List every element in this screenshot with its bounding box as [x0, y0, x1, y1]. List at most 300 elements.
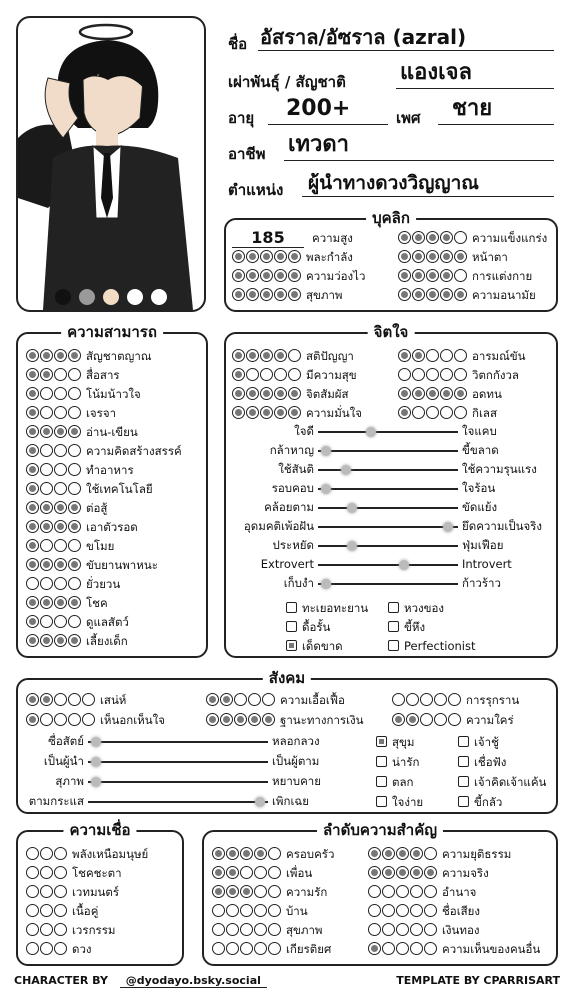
slider-knob[interactable]	[321, 579, 331, 589]
slider-track[interactable]	[88, 761, 268, 763]
checkbox-item[interactable]	[458, 772, 546, 791]
slider-knob[interactable]	[255, 797, 265, 807]
slider-knob[interactable]	[91, 737, 101, 747]
slider-track[interactable]	[318, 564, 458, 566]
rating-dot[interactable]	[54, 923, 67, 936]
rating-dot[interactable]	[40, 539, 53, 552]
rating-dot[interactable]	[68, 463, 81, 476]
rating-dot[interactable]	[40, 577, 53, 590]
rating-dot[interactable]	[420, 713, 433, 726]
rating-dot[interactable]	[26, 942, 39, 955]
rating-dot[interactable]	[288, 349, 301, 362]
rating-dot[interactable]	[54, 577, 67, 590]
rating-dot[interactable]	[288, 269, 301, 282]
rating-dot[interactable]	[260, 288, 273, 301]
rating-dot[interactable]	[54, 693, 67, 706]
slider-knob[interactable]	[347, 541, 357, 551]
slider-knob[interactable]	[347, 503, 357, 513]
rating-dot[interactable]	[26, 596, 39, 609]
rating-dot[interactable]	[54, 596, 67, 609]
rating-dot[interactable]	[368, 885, 381, 898]
checkbox[interactable]	[376, 776, 387, 787]
rating-dot[interactable]	[232, 269, 245, 282]
rating-dot[interactable]	[454, 288, 467, 301]
rating-dot[interactable]	[260, 406, 273, 419]
rating-dot[interactable]	[54, 387, 67, 400]
rating-dot[interactable]	[26, 885, 39, 898]
rating-dot[interactable]	[410, 847, 423, 860]
rating-dot[interactable]	[396, 904, 409, 917]
rating-dot[interactable]	[26, 387, 39, 400]
rating-dot[interactable]	[68, 444, 81, 457]
rating-dot[interactable]	[226, 847, 239, 860]
slider-track[interactable]	[318, 431, 458, 433]
rating-dot[interactable]	[26, 349, 39, 362]
rating-dot[interactable]	[246, 269, 259, 282]
rating-dot[interactable]	[40, 885, 53, 898]
rating-dot[interactable]	[396, 942, 409, 955]
rating-dot[interactable]	[426, 349, 439, 362]
rating-dot[interactable]	[68, 387, 81, 400]
rating-dot[interactable]	[68, 634, 81, 647]
rating-dot[interactable]	[248, 713, 261, 726]
rating-dot[interactable]	[398, 231, 411, 244]
rating-dot[interactable]	[412, 406, 425, 419]
rating-dot[interactable]	[226, 923, 239, 936]
rating-dot[interactable]	[26, 406, 39, 419]
checkbox-item[interactable]	[388, 598, 444, 617]
rating-dot[interactable]	[220, 713, 233, 726]
checkbox[interactable]	[286, 640, 297, 651]
rating-dot[interactable]	[68, 693, 81, 706]
checkbox[interactable]	[388, 621, 399, 632]
rating-dot[interactable]	[448, 713, 461, 726]
rating-dot[interactable]	[234, 713, 247, 726]
checkbox-item[interactable]	[286, 617, 330, 636]
rating-dot[interactable]	[220, 693, 233, 706]
rating-dot[interactable]	[54, 444, 67, 457]
rating-dot[interactable]	[40, 368, 53, 381]
rating-dot[interactable]	[40, 596, 53, 609]
rating-dot[interactable]	[454, 406, 467, 419]
rating-dot[interactable]	[246, 250, 259, 263]
rating-dot[interactable]	[398, 288, 411, 301]
rating-dot[interactable]	[440, 387, 453, 400]
rating-dot[interactable]	[68, 482, 81, 495]
rating-dot[interactable]	[274, 406, 287, 419]
rating-dot[interactable]	[368, 847, 381, 860]
slider-track[interactable]	[318, 545, 458, 547]
checkbox-item[interactable]	[376, 732, 414, 751]
rating-dot[interactable]	[262, 693, 275, 706]
rating-dot[interactable]	[82, 713, 95, 726]
slider-knob[interactable]	[366, 427, 376, 437]
rating-dot[interactable]	[26, 482, 39, 495]
rating-dot[interactable]	[246, 406, 259, 419]
rating-dot[interactable]	[40, 615, 53, 628]
rating-dot[interactable]	[68, 368, 81, 381]
slider-knob[interactable]	[321, 446, 331, 456]
rating-dot[interactable]	[454, 387, 467, 400]
rating-dot[interactable]	[212, 923, 225, 936]
rating-dot[interactable]	[424, 942, 437, 955]
rating-dot[interactable]	[426, 231, 439, 244]
rating-dot[interactable]	[274, 250, 287, 263]
rating-dot[interactable]	[262, 713, 275, 726]
rating-dot[interactable]	[54, 885, 67, 898]
rating-dot[interactable]	[426, 269, 439, 282]
rating-dot[interactable]	[54, 847, 67, 860]
rating-dot[interactable]	[40, 866, 53, 879]
rating-dot[interactable]	[268, 904, 281, 917]
rating-dot[interactable]	[40, 387, 53, 400]
rating-dot[interactable]	[40, 444, 53, 457]
rating-dot[interactable]	[40, 713, 53, 726]
rating-dot[interactable]	[54, 615, 67, 628]
rating-dot[interactable]	[398, 406, 411, 419]
rating-dot[interactable]	[398, 349, 411, 362]
rating-dot[interactable]	[398, 368, 411, 381]
rating-dot[interactable]	[54, 520, 67, 533]
rating-dot[interactable]	[232, 288, 245, 301]
slider-track[interactable]	[318, 450, 458, 452]
rating-dot[interactable]	[54, 482, 67, 495]
rating-dot[interactable]	[68, 596, 81, 609]
rating-dot[interactable]	[288, 387, 301, 400]
rating-dot[interactable]	[40, 463, 53, 476]
slider-knob[interactable]	[399, 560, 409, 570]
rating-dot[interactable]	[68, 558, 81, 571]
rating-dot[interactable]	[254, 923, 267, 936]
rating-dot[interactable]	[440, 288, 453, 301]
rating-dot[interactable]	[424, 866, 437, 879]
rating-dot[interactable]	[54, 539, 67, 552]
rating-dot[interactable]	[410, 942, 423, 955]
rating-dot[interactable]	[40, 634, 53, 647]
rating-dot[interactable]	[396, 866, 409, 879]
rating-dot[interactable]	[40, 501, 53, 514]
rating-dot[interactable]	[54, 942, 67, 955]
rating-dot[interactable]	[382, 866, 395, 879]
rating-dot[interactable]	[40, 425, 53, 438]
checkbox-item[interactable]	[388, 617, 425, 636]
checkbox-item[interactable]	[458, 792, 502, 811]
rating-dot[interactable]	[268, 866, 281, 879]
rating-dot[interactable]	[26, 904, 39, 917]
checkbox[interactable]	[376, 756, 387, 767]
checkbox[interactable]	[458, 736, 469, 747]
rating-dot[interactable]	[26, 501, 39, 514]
checkbox-item[interactable]	[376, 752, 419, 771]
rating-dot[interactable]	[268, 847, 281, 860]
rating-dot[interactable]	[424, 847, 437, 860]
rating-dot[interactable]	[54, 634, 67, 647]
rating-dot[interactable]	[410, 885, 423, 898]
rating-dot[interactable]	[226, 866, 239, 879]
rating-dot[interactable]	[26, 634, 39, 647]
checkbox-item[interactable]	[376, 772, 413, 791]
rating-dot[interactable]	[212, 885, 225, 898]
rating-dot[interactable]	[26, 615, 39, 628]
rating-dot[interactable]	[240, 942, 253, 955]
rating-dot[interactable]	[440, 349, 453, 362]
rating-dot[interactable]	[40, 558, 53, 571]
rating-dot[interactable]	[68, 406, 81, 419]
rating-dot[interactable]	[54, 713, 67, 726]
checkbox[interactable]	[286, 621, 297, 632]
rating-dot[interactable]	[246, 387, 259, 400]
rating-dot[interactable]	[268, 942, 281, 955]
rating-dot[interactable]	[412, 368, 425, 381]
rating-dot[interactable]	[420, 693, 433, 706]
rating-dot[interactable]	[26, 539, 39, 552]
rating-dot[interactable]	[382, 923, 395, 936]
rating-dot[interactable]	[226, 942, 239, 955]
rating-dot[interactable]	[254, 942, 267, 955]
rating-dot[interactable]	[410, 923, 423, 936]
rating-dot[interactable]	[268, 923, 281, 936]
rating-dot[interactable]	[240, 904, 253, 917]
rating-dot[interactable]	[232, 387, 245, 400]
rating-dot[interactable]	[396, 923, 409, 936]
rating-dot[interactable]	[240, 847, 253, 860]
rating-dot[interactable]	[40, 942, 53, 955]
rating-dot[interactable]	[412, 250, 425, 263]
rating-dot[interactable]	[226, 904, 239, 917]
rating-dot[interactable]	[426, 387, 439, 400]
artist-handle[interactable]: @dyodayo.bsky.social	[120, 974, 267, 988]
rating-dot[interactable]	[454, 269, 467, 282]
rating-dot[interactable]	[382, 904, 395, 917]
slider-track[interactable]	[88, 781, 268, 783]
rating-dot[interactable]	[68, 520, 81, 533]
rating-dot[interactable]	[54, 425, 67, 438]
rating-dot[interactable]	[212, 866, 225, 879]
rating-dot[interactable]	[254, 866, 267, 879]
rating-dot[interactable]	[40, 482, 53, 495]
rating-dot[interactable]	[412, 269, 425, 282]
rating-dot[interactable]	[368, 866, 381, 879]
rating-dot[interactable]	[424, 885, 437, 898]
rating-dot[interactable]	[54, 463, 67, 476]
rating-dot[interactable]	[68, 501, 81, 514]
rating-dot[interactable]	[26, 713, 39, 726]
rating-dot[interactable]	[368, 942, 381, 955]
rating-dot[interactable]	[454, 231, 467, 244]
rating-dot[interactable]	[398, 269, 411, 282]
rating-dot[interactable]	[26, 520, 39, 533]
rating-dot[interactable]	[410, 866, 423, 879]
rating-dot[interactable]	[246, 349, 259, 362]
rating-dot[interactable]	[254, 885, 267, 898]
rating-dot[interactable]	[40, 520, 53, 533]
rating-dot[interactable]	[454, 250, 467, 263]
rating-dot[interactable]	[454, 368, 467, 381]
rating-dot[interactable]	[26, 847, 39, 860]
rating-dot[interactable]	[440, 269, 453, 282]
slider-track[interactable]	[88, 801, 268, 803]
rating-dot[interactable]	[40, 923, 53, 936]
rating-dot[interactable]	[40, 693, 53, 706]
slider-track[interactable]	[318, 526, 458, 528]
rating-dot[interactable]	[248, 693, 261, 706]
rating-dot[interactable]	[274, 387, 287, 400]
checkbox[interactable]	[286, 602, 297, 613]
rating-dot[interactable]	[40, 349, 53, 362]
checkbox-item[interactable]	[388, 636, 476, 655]
rating-dot[interactable]	[396, 847, 409, 860]
rating-dot[interactable]	[274, 368, 287, 381]
checkbox[interactable]	[458, 756, 469, 767]
rating-dot[interactable]	[212, 847, 225, 860]
rating-dot[interactable]	[226, 885, 239, 898]
checkbox[interactable]	[388, 640, 399, 651]
rating-dot[interactable]	[426, 288, 439, 301]
rating-dot[interactable]	[26, 577, 39, 590]
checkbox[interactable]	[458, 776, 469, 787]
rating-dot[interactable]	[232, 349, 245, 362]
rating-dot[interactable]	[54, 349, 67, 362]
rating-dot[interactable]	[26, 425, 39, 438]
rating-dot[interactable]	[212, 942, 225, 955]
rating-dot[interactable]	[68, 713, 81, 726]
slider-knob[interactable]	[321, 484, 331, 494]
rating-dot[interactable]	[254, 847, 267, 860]
rating-dot[interactable]	[260, 250, 273, 263]
rating-dot[interactable]	[434, 693, 447, 706]
checkbox-item[interactable]	[458, 752, 506, 771]
rating-dot[interactable]	[412, 231, 425, 244]
checkbox[interactable]	[376, 736, 387, 747]
rating-dot[interactable]	[424, 904, 437, 917]
rating-dot[interactable]	[368, 923, 381, 936]
rating-dot[interactable]	[398, 387, 411, 400]
rating-dot[interactable]	[382, 885, 395, 898]
rating-dot[interactable]	[240, 923, 253, 936]
rating-dot[interactable]	[26, 368, 39, 381]
rating-dot[interactable]	[240, 885, 253, 898]
rating-dot[interactable]	[288, 288, 301, 301]
rating-dot[interactable]	[260, 368, 273, 381]
rating-dot[interactable]	[212, 904, 225, 917]
rating-dot[interactable]	[440, 368, 453, 381]
rating-dot[interactable]	[440, 231, 453, 244]
rating-dot[interactable]	[206, 713, 219, 726]
rating-dot[interactable]	[26, 558, 39, 571]
rating-dot[interactable]	[26, 866, 39, 879]
slider-knob[interactable]	[91, 777, 101, 787]
rating-dot[interactable]	[412, 387, 425, 400]
rating-dot[interactable]	[424, 923, 437, 936]
rating-dot[interactable]	[410, 904, 423, 917]
rating-dot[interactable]	[426, 250, 439, 263]
rating-dot[interactable]	[412, 288, 425, 301]
rating-dot[interactable]	[406, 693, 419, 706]
rating-dot[interactable]	[448, 693, 461, 706]
rating-dot[interactable]	[68, 615, 81, 628]
checkbox-item[interactable]	[458, 732, 499, 751]
rating-dot[interactable]	[54, 866, 67, 879]
rating-dot[interactable]	[234, 693, 247, 706]
rating-dot[interactable]	[82, 693, 95, 706]
rating-dot[interactable]	[26, 693, 39, 706]
rating-dot[interactable]	[440, 250, 453, 263]
rating-dot[interactable]	[406, 713, 419, 726]
rating-dot[interactable]	[434, 713, 447, 726]
rating-dot[interactable]	[382, 847, 395, 860]
rating-dot[interactable]	[240, 866, 253, 879]
rating-dot[interactable]	[54, 368, 67, 381]
rating-dot[interactable]	[288, 406, 301, 419]
slider-track[interactable]	[318, 469, 458, 471]
rating-dot[interactable]	[26, 463, 39, 476]
slider-track[interactable]	[318, 488, 458, 490]
rating-dot[interactable]	[412, 349, 425, 362]
checkbox[interactable]	[376, 796, 387, 807]
rating-dot[interactable]	[398, 250, 411, 263]
checkbox-item[interactable]	[376, 792, 423, 811]
rating-dot[interactable]	[40, 904, 53, 917]
rating-dot[interactable]	[260, 349, 273, 362]
slider-knob[interactable]	[443, 522, 453, 532]
rating-dot[interactable]	[26, 444, 39, 457]
slider-track[interactable]	[318, 507, 458, 509]
rating-dot[interactable]	[426, 406, 439, 419]
rating-dot[interactable]	[274, 288, 287, 301]
rating-dot[interactable]	[392, 713, 405, 726]
rating-dot[interactable]	[68, 425, 81, 438]
rating-dot[interactable]	[68, 539, 81, 552]
rating-dot[interactable]	[260, 387, 273, 400]
checkbox-item[interactable]	[286, 636, 343, 655]
checkbox-item[interactable]	[286, 598, 368, 617]
rating-dot[interactable]	[426, 368, 439, 381]
rating-dot[interactable]	[246, 368, 259, 381]
rating-dot[interactable]	[274, 269, 287, 282]
rating-dot[interactable]	[68, 349, 81, 362]
rating-dot[interactable]	[54, 406, 67, 419]
rating-dot[interactable]	[288, 368, 301, 381]
rating-dot[interactable]	[232, 250, 245, 263]
slider-knob[interactable]	[91, 757, 101, 767]
rating-dot[interactable]	[40, 847, 53, 860]
rating-dot[interactable]	[40, 406, 53, 419]
slider-track[interactable]	[318, 583, 458, 585]
rating-dot[interactable]	[260, 269, 273, 282]
rating-dot[interactable]	[454, 349, 467, 362]
rating-dot[interactable]	[26, 923, 39, 936]
rating-dot[interactable]	[232, 368, 245, 381]
rating-dot[interactable]	[396, 885, 409, 898]
rating-dot[interactable]	[368, 904, 381, 917]
rating-dot[interactable]	[206, 693, 219, 706]
rating-dot[interactable]	[246, 288, 259, 301]
rating-dot[interactable]	[54, 501, 67, 514]
checkbox[interactable]	[388, 602, 399, 613]
rating-dot[interactable]	[440, 406, 453, 419]
slider-knob[interactable]	[341, 465, 351, 475]
rating-dot[interactable]	[274, 349, 287, 362]
checkbox[interactable]	[458, 796, 469, 807]
rating-dot[interactable]	[382, 942, 395, 955]
rating-dot[interactable]	[288, 250, 301, 263]
rating-dot[interactable]	[268, 885, 281, 898]
slider-track[interactable]	[88, 741, 268, 743]
rating-dot[interactable]	[68, 577, 81, 590]
rating-dot[interactable]	[54, 904, 67, 917]
rating-dot[interactable]	[254, 904, 267, 917]
rating-dot[interactable]	[232, 406, 245, 419]
